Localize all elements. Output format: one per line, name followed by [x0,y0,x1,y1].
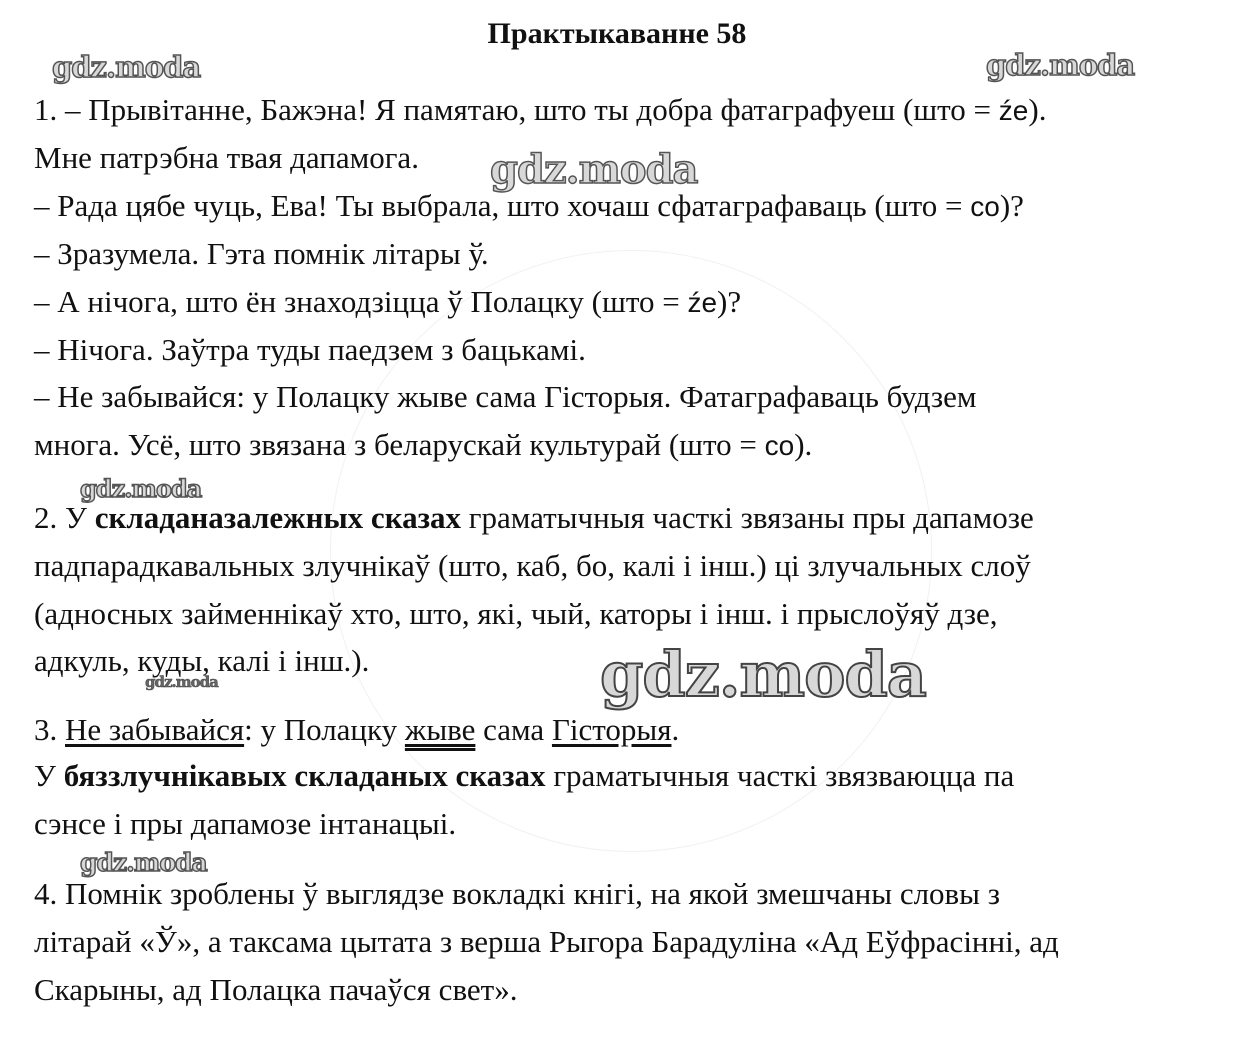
underlined-subject: Не забывайся [65,712,245,747]
watermark-center-top: gdz.moda [490,146,698,193]
section1-line2: Мне патрэбна твая дапамога. [34,140,419,175]
section2-line4: адкуль, куды, калі і інш.). [34,643,370,678]
section3-line2: У бяззлучнікавых складаных сказах граматычныя часткі звязваюцца па [34,758,1015,793]
double-underlined-predicate: жыве [404,712,476,747]
section1-line3: – Рада цябе чуць, Ева! Ты выбрала, што хочаш сфатаграфаваць (што = co)? [34,188,1024,223]
section3-line3: сэнсе і пры дапамозе інтанацыі. [34,806,457,841]
section1-line7: – Не забывайся: у Полацку жыве сама Гісторыя. Фатаграфаваць будзем [34,379,977,414]
underlined-subject-2: Гісторыя [551,712,672,747]
section1-line5: – А нічога, што ён знаходзіцца ў Полацку (што = źe)? [34,284,742,319]
watermark-top-left: gdz.moda [52,50,201,84]
section4-line1: 4. Помнік зроблены ў выглядзе вокладкі кнігі, на якой змешчаны словы з [34,876,1001,911]
watermark-mid-left: gdz.moda [80,474,202,503]
watermark-large-center: gdz.moda [600,638,926,711]
page-title: Практыкаванне 58 [487,17,747,50]
section1-line6: – Нічога. Заўтра туды паедзем з бацькамі. [34,332,586,367]
section1-line8: многа. Усё, што звязана з беларускай культурай (што = co). [34,427,813,462]
section2-line3: (адносных займеннікаў хто, што, які, чый, каторы і інш. і прыслоўяў дзе, [34,596,998,631]
section1-line4: – Зразумела. Гэта помнік літары ў. [34,236,489,271]
section1-line1: 1. – Прывітанне, Бажэна! Я памятаю, што ты добра фатаграфуеш (што = źe). [34,92,1047,127]
section4-line3: Скарыны, ад Полацка пачаўся свет». [34,972,518,1007]
watermark-top-right: gdz.moda [986,48,1135,82]
section2-line1: 2. У складаназалежных сказах граматычныя часткі звязаны пры дапамозе [34,500,1034,535]
section2-line2: падпарадкавальных злучнікаў (што, каб, бо, калі і інш.) ці злучальных слоў [34,548,1031,583]
section3-line1: 3. Не забывайся: у Полацку жыве сама Гісторыя. [34,712,680,747]
watermark-tiny: gdz.moda [145,673,218,691]
section4-line2: літарай «Ў», а таксама цытата з верша Рыгора Барадуліна «Ад Еўфрасінні, ад [34,924,1059,959]
watermark-bottom-left: gdz.moda [80,848,207,877]
